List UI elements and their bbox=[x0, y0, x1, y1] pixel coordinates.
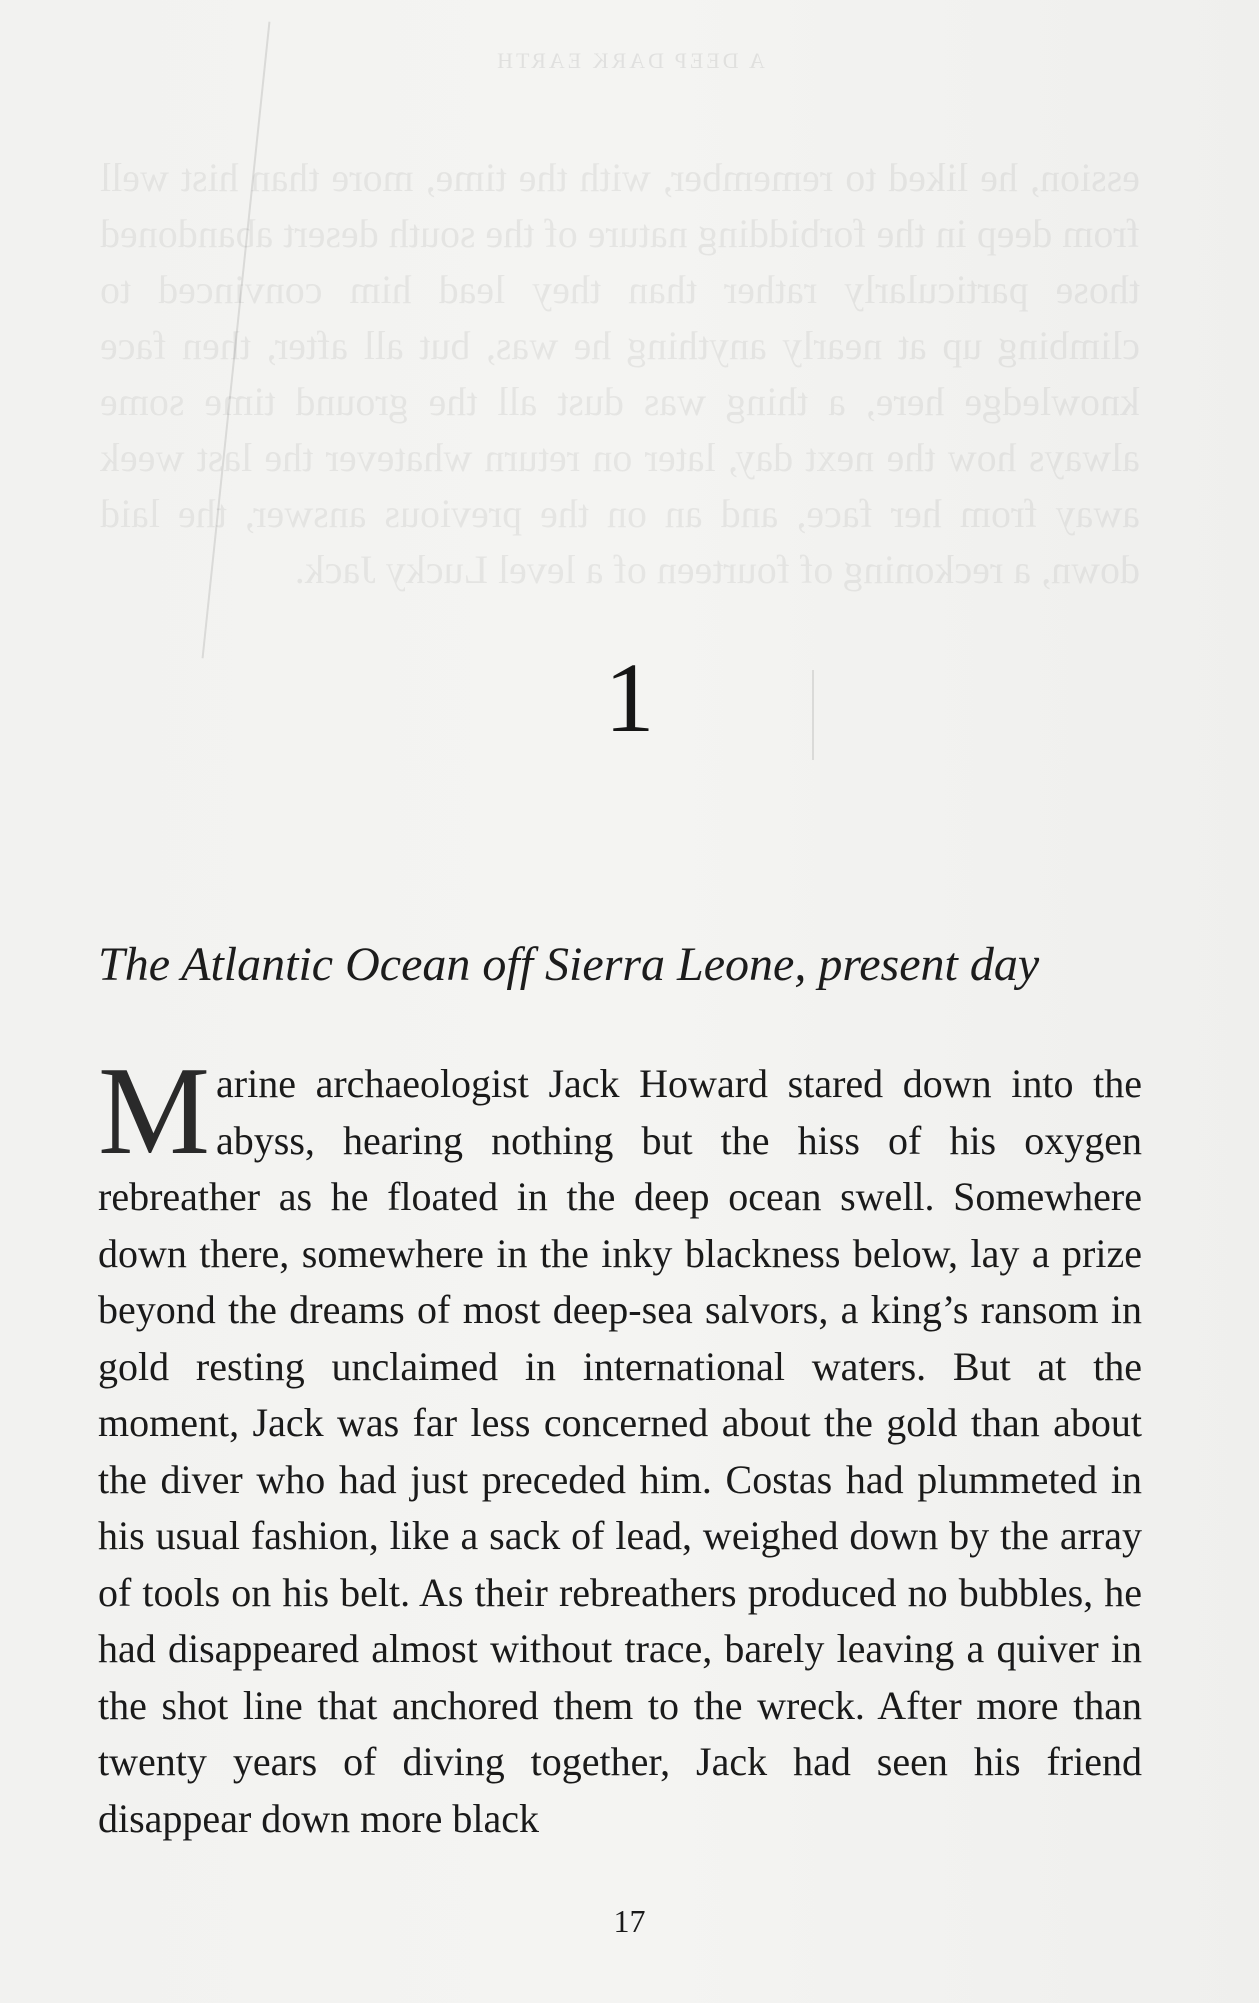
drop-cap: M bbox=[98, 1042, 211, 1181]
body-paragraph bbox=[98, 1042, 1142, 1847]
paper-crease bbox=[202, 22, 271, 659]
chapter-subtitle: The Atlantic Ocean off Sierra Leone, present day bbox=[98, 938, 1040, 991]
bleed-through-header: A DEEP DARK EARTH bbox=[494, 48, 765, 73]
bleed-through-text: ession, he liked to remember, with the time, more than hist well from deep in the forbidding nature of the south desert abandoned those particularly rather than they lead him convinced to climbing up at nearly anything he was, but all after, then face knowledge here, a thing was dust all the ground time some always how the next day, later on return whatever the last week away from her face, and an on the previous answer, the laid down, a reckoning of fourteen of a level Lucky Jack. bbox=[100, 155, 1140, 592]
body-text: arine archaeologist Jack Howard stared down into the abyss, hearing nothing but the hiss of his oxygen rebreather as he floated in the deep ocean swell. Somewhere down there, somewhere in the inky blackness below, lay a prize beyond the dreams of most deep-sea salvors, a king’s ransom in gold resting unclaimed in international waters. But at the moment, Jack was far less concerned about the gold than about the diver who had just preceded him. Costas had plummeted in his usual fashion, like a sack of lead, weighed down by the array of tools on his belt. As their rebreathers produced no bubbles, he had disappeared almost without trace, barely leaving a quiver in the shot line that anchored them to the wreck. After more than twenty years of diving together, Jack had seen his friend disappear down more black bbox=[98, 1061, 1142, 1841]
page-number: 17 bbox=[613, 1903, 646, 1939]
chapter-number: 1 bbox=[604, 642, 655, 753]
